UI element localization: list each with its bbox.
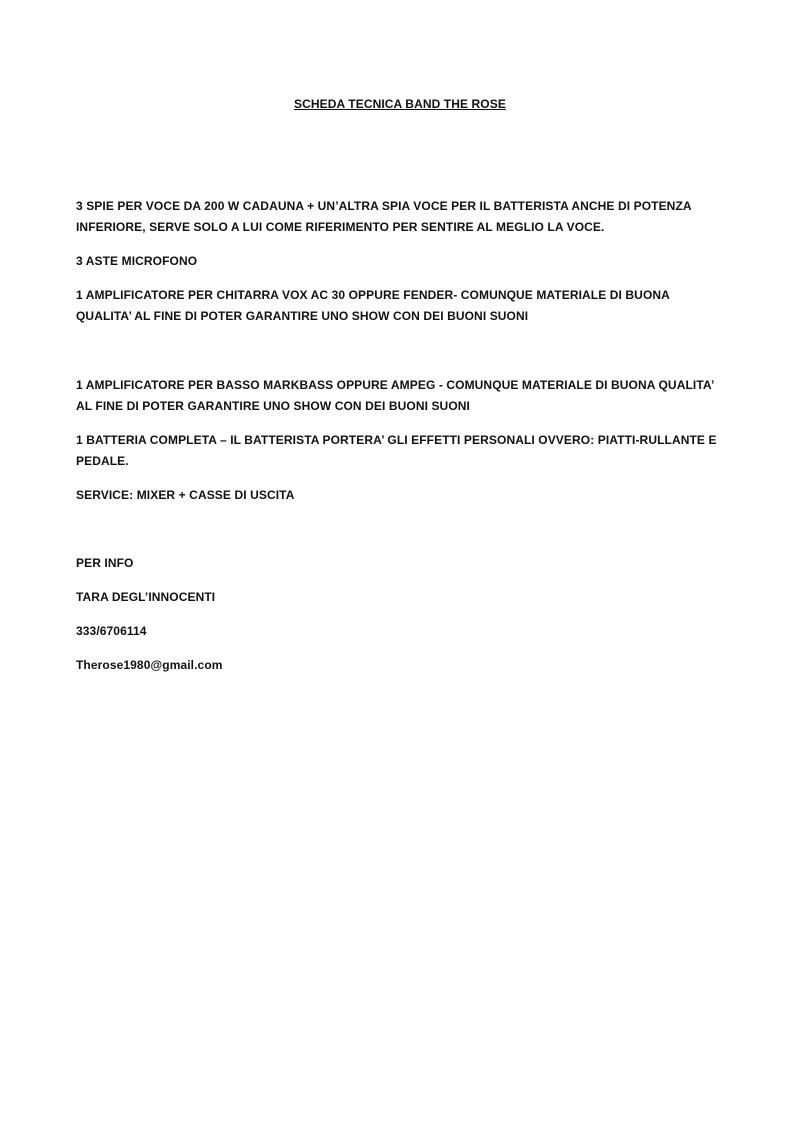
paragraph-amp-chitarra: 1 AMPLIFICATORE PER CHITARRA VOX AC 30 OPPURE FENDER- COMUNQUE MATERIALE DI BUONA QUALITA’ AL FINE DI POTER GARANTIRE UNO SHOW CON DEI BUONI SUONI — [76, 288, 670, 323]
paragraph-aste: 3 ASTE MICROFONO — [76, 254, 198, 268]
contact-phone: 333/6706114 — [76, 624, 147, 638]
contact-email: Therose1980@gmail.com — [76, 658, 223, 672]
contact-name: TARA DEGL’INNOCENTI — [76, 590, 216, 604]
contact-heading: PER INFO — [76, 556, 134, 570]
paragraph-amp-basso: 1 AMPLIFICATORE PER BASSO MARKBASS OPPURE AMPEG - COMUNQUE MATERIALE DI BUONA QUALITA’ AL FINE DI POTER GARANTIRE UNO SHOW CON DEI BUONI SUONI — [76, 378, 714, 413]
paragraph-batteria: 1 BATTERIA COMPLETA – IL BATTERISTA PORTERA’ GLI EFFETTI PERSONALI OVVERO: PIATTI-RULLANTE E PEDALE. — [76, 433, 717, 468]
paragraph-spie: 3 SPIE PER VOCE DA 200 W CADAUNA + UN’ALTRA SPIA VOCE PER IL BATTERISTA ANCHE DI POTENZA INFERIORE, SERVE SOLO A LUI COME RIFERIMENTO PER SENTIRE AL MEGLIO LA VOCE. — [76, 199, 692, 234]
paragraph-service: SERVICE: MIXER + CASSE DI USCITA — [76, 488, 295, 502]
document-title: SCHEDA TECNICA BAND THE ROSE — [294, 97, 506, 111]
